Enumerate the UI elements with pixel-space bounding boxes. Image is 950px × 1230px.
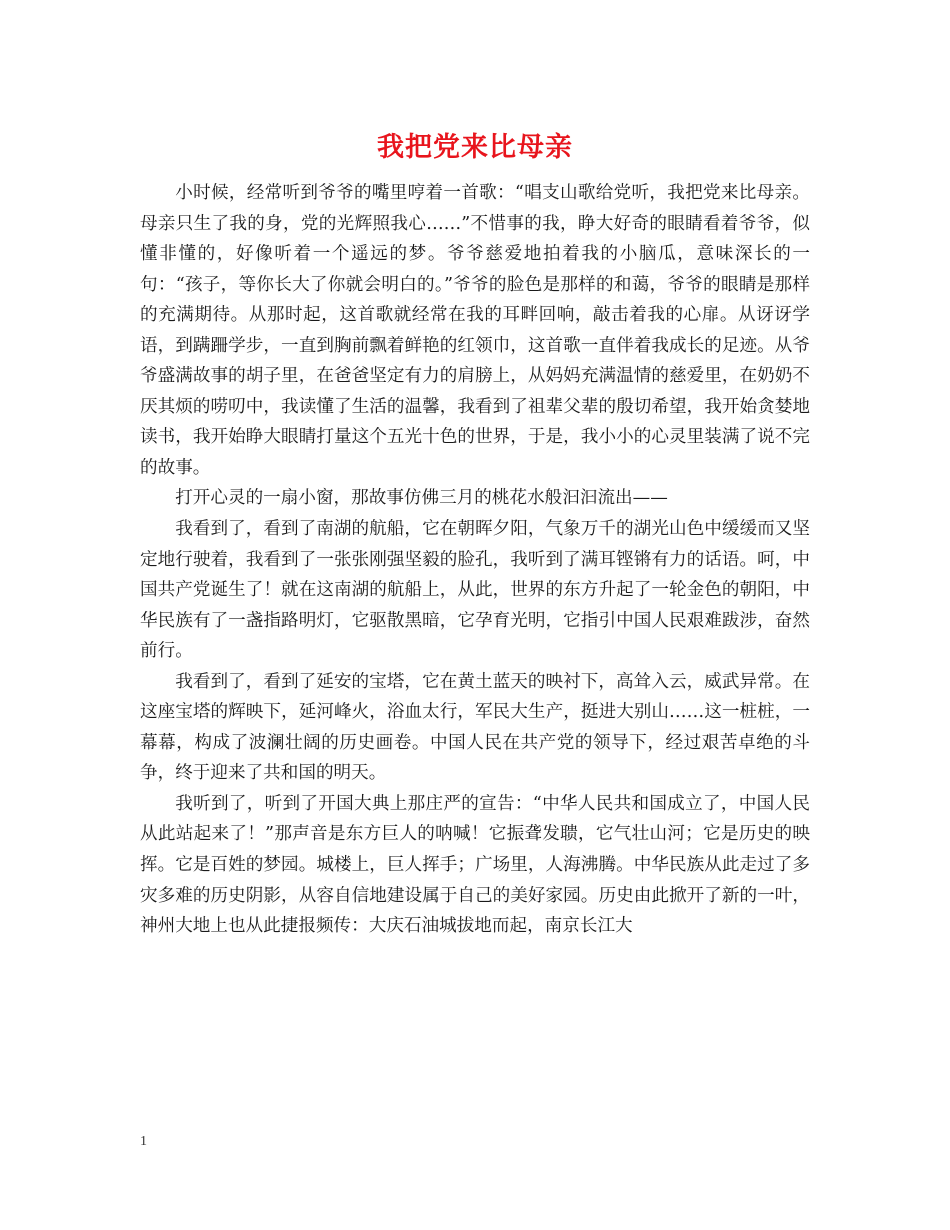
paragraph: 我听到了，听到了开国大典上那庄严的宣告：“中华人民共和国成立了，中国人民从此站起来了！”那声音是东方巨人的呐喊！它振聋发聩，它气壮山河；它是历史的映挥。它是百姓的梦园。城楼上，巨人挥手；广场里，人海沸腾。中华民族从此走过了多灾多难的历史阴影，从容自信地建设属于自己的美好家园。历史由此掀开了新的一叶，神州大地上也从此捷报频传：大庆石油城拔地而起，南京长江大 xyxy=(140,793,810,937)
paragraph: 我看到了，看到了南湖的航船，它在朝晖夕阳，气象万千的湖光山色中缓缓而又坚定地行驶着，我看到了一张张刚强坚毅的脸孔，我听到了满耳铿锵有力的话语。呵，中国共产党诞生了！就在这南湖的航船上，从此，世界的东方升起了一轮金色的朝阳，中华民族有了一盏指路明灯，它驱散黑暗，它孕育光明，它指引中国人民艰难跋涉，奋然前行。 xyxy=(140,519,810,662)
paragraph: 小时候，经常听到爷爷的嘴里哼着一首歌：“唱支山歌给党听，我把党来比母亲。母亲只生了我的身，党的光辉照我心……”不惜事的我，睁大好奇的眼睛看着爷爷，似懂非懂的，好像听着一个遥远的梦。爷爷慈爱地拍着我的小脑瓜，意味深长的一句：“孩子，等你长大了你就会明白的。”爷爷的脸色是那样的和蔼，爷爷的眼睛是那样的充满期待。从那时起，这首歌就经常在我的耳畔回响，敲击着我的心扉。从讶讶学语，到蹒跚学步，一直到胸前飘着鲜艳的红领巾，这首歌一直伴着我成长的足迹。从爷爷盛满故事的胡子里，在爸爸坚定有力的肩膀上，从妈妈充满温情的慈爱里，在奶奶不厌其烦的唠叨中，我读懂了生活的温馨，我看到了祖辈父辈的殷切希望，我开始贪婪地读书，我开始睁大眼睛打量这个五光十色的世界，于是，我小小的心灵里装满了说不完的故事。 xyxy=(140,183,810,478)
document-body xyxy=(140,178,810,942)
page-number: 1 xyxy=(140,1134,147,1149)
paragraph: 打开心灵的一扇小窗，那故事仿佛三月的桃花水般汩汩流出—— xyxy=(175,488,668,509)
paragraph: 我看到了，看到了延安的宝塔，它在黄土蓝天的映衬下，高耸入云，威武异常。在这座宝塔的辉映下，延河峰火，浴血太行，军民大生产，挺进大别山……这一桩桩，一幕幕，构成了波澜壮阔的历史画卷。中国人民在共产党的领导下，经过艰苦卓绝的斗争，终于迎来了共和国的明天。 xyxy=(140,671,810,784)
document-title: 我把党来比母亲 xyxy=(377,132,573,163)
